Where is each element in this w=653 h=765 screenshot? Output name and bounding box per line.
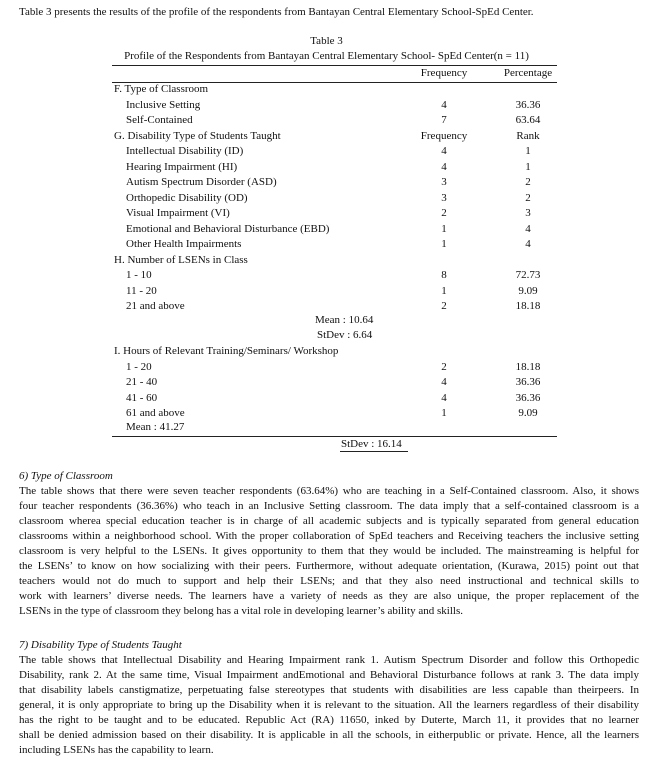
paragraph-line: including LSENs has the capability to learn. [19,744,214,756]
paragraph-line: the LSENs’ to know on how socializing with their peers. Furthermore, without adequate orientation, (Kurawa, 2015) point out that [19,560,639,572]
stdev-hours: StDev : 16.14 [341,438,402,450]
table-row [0,160,653,175]
row-label: 1 - 20 [126,360,152,373]
paragraph-line: that disability labels canstigmatize, perpetuating false stereotypes that students with disabilities are less capable than theirpeers. In [19,684,639,696]
table-label: Table 3 [310,35,343,47]
table-row [0,82,653,97]
table-row [0,175,653,190]
row-label: 1 - 10 [126,269,152,281]
paragraph-line: classroom wherea special education teacher is in charge of all academic subjects and is typically separated from general education [19,515,639,527]
row-frequency: 4 [441,376,447,388]
table-row [0,113,653,128]
row-value: 9.09 [518,284,538,297]
row-frequency: 1 [441,284,447,297]
row-label: Orthopedic Disability (OD) [126,191,248,204]
row-frequency: 4 [441,160,447,173]
table-row [0,129,653,144]
stdev-lsens: StDev : 6.64 [317,329,373,341]
table-row [0,191,653,206]
paragraph-line: Disability, rank 2. At the same time, Visual Impairment andEmotional and Behavioral Disturbance follows at rank 3. The data imply [19,669,639,681]
table-bottom-rule [112,436,557,437]
row-label: H. Number of LSENs in Class [114,253,248,266]
paragraph-line: teachers would not do much to support and help their LSENs; and that they also need instructional and technical skills to [19,575,639,587]
row-label: 41 - 60 [126,391,158,404]
table-row [0,144,653,159]
paragraph-line: classroom is very helpful to the LSENs. It gives opportunity to them that they would be included. The mainstreaming is helpful for [19,545,639,557]
row-frequency: 1 [441,222,447,235]
section-heading: 6) Type of Classroom [19,470,113,482]
row-frequency: 4 [441,98,447,111]
row-value: Rank [516,129,540,142]
section-paragraph [19,653,639,758]
row-label: G. Disability Type of Students Taught [114,129,281,142]
row-value: 4 [525,222,531,235]
row-frequency: 1 [441,407,447,419]
paragraph-line: The table shows that Intellectual Disability and Hearing Impairment rank 1. Autism Spectrum Disorder and follow this Orthopedic [19,654,639,666]
table-row [0,206,653,221]
row-label: Self-Contained [126,114,193,126]
row-value: 36.36 [515,376,541,388]
row-value: 9.09 [518,407,538,419]
row-label: Hearing Impairment (HI) [126,160,238,173]
section-heading: 7) Disability Type of Students Taught [19,639,182,651]
row-frequency: 8 [441,269,447,281]
row-value: 4 [525,238,531,250]
table-row [0,253,653,268]
row-value: 36.36 [515,98,541,111]
row-frequency: 2 [441,300,447,312]
table-row [0,375,653,390]
row-value: 2 [525,176,531,188]
row-label: Intellectual Disability (ID) [126,145,244,157]
paragraph-line: shall be denied admission based on their disability. It is applicable in all the schools, in eitherpublic or private. Hence, all the learners [19,729,639,741]
row-label: 61 and above [126,407,185,419]
table-row [0,299,653,314]
section-type-of-classroom [19,469,639,619]
row-frequency: 2 [441,360,447,373]
row-value: 18.18 [515,360,541,373]
row-frequency: 1 [441,238,447,250]
table-header-row [0,66,653,81]
paragraph-line: work with learners’ diverse needs. The learners have a variety of needs as they are also unique, the proper replacement of the [19,590,639,602]
row-label: Emotional and Behavioral Disturbance (EBD) [126,222,330,235]
row-frequency: Frequency [420,129,468,142]
row-label: I. Hours of Relevant Training/Seminars/ Workshop [114,345,339,357]
paragraph-line: general, it is only appropriate to bring up the Disability when it is relevant to the situation. All the learners regardless of their disability [19,699,639,711]
row-value: 1 [525,160,531,173]
paragraph-line: The table shows that there were seven teacher respondents (63.64%) who are teaching in a Self-Contained classroom. Also, it shows [19,485,639,497]
row-frequency: 2 [441,207,447,219]
paragraph-line: four teacher respondents (36.36%) who teach in an Inclusive Setting classroom. The data imply that a self-contained classroom is a [19,500,639,512]
intro-sentence: Table 3 presents the results of the profile of the respondents from Bantayan Central Elementary School-SpEd Center. [19,6,534,18]
paragraph-line: classrooms within a neighborhood school. With the proper collaboration of SpEd teachers and Receiving teachers the inclusive setting [19,530,639,542]
table-row [0,360,653,375]
table-row [0,98,653,113]
table-row [0,237,653,252]
row-label: Inclusive Setting [126,98,201,111]
stdev-underline [340,451,408,452]
mean-hours: Mean : 41.27 [126,421,185,433]
row-frequency: 4 [441,391,447,404]
row-value: 72.73 [515,269,541,281]
row-value: 1 [525,145,531,157]
row-label: F. Type of Classroom [114,83,209,95]
table-row [0,391,653,406]
table-row [0,284,653,299]
row-label: 11 - 20 [126,284,157,297]
row-frequency: 4 [441,145,447,157]
table-row [0,222,653,237]
table-caption: Profile of the Respondents from Bantayan Central Elementary School- SpEd Center(n = 11) [124,50,529,62]
section-paragraph [19,484,639,619]
mean-lsens: Mean : 10.64 [315,314,374,326]
table-row [0,268,653,283]
row-label: 21 - 40 [126,376,158,388]
row-label: Other Health Impairments [126,238,242,250]
row-label: 21 and above [126,300,185,312]
paragraph-line: LSENs in the type of classroom they belong has a vital role in developing learner’s ability and skills. [19,605,463,617]
row-frequency: 3 [441,191,447,204]
table-row [0,406,653,421]
row-frequency: 7 [441,114,447,126]
header-percentage: Percentage [503,67,553,79]
row-label: Autism Spectrum Disorder (ASD) [126,176,277,188]
row-label: Visual Impairment (VI) [126,207,230,219]
row-value: 63.64 [515,114,541,126]
row-value: 2 [525,191,531,204]
header-frequency: Frequency [420,67,468,79]
row-frequency: 3 [441,176,447,188]
row-value: 3 [525,207,531,219]
table-row [0,344,653,359]
section-disability-type [19,638,639,758]
row-value: 18.18 [515,300,541,312]
paragraph-line: has the right to be taught and to be educated. Republic Act (RA) 11650, inked by Duterte, March 11, it provides that no learner [19,714,639,726]
row-value: 36.36 [515,391,541,404]
